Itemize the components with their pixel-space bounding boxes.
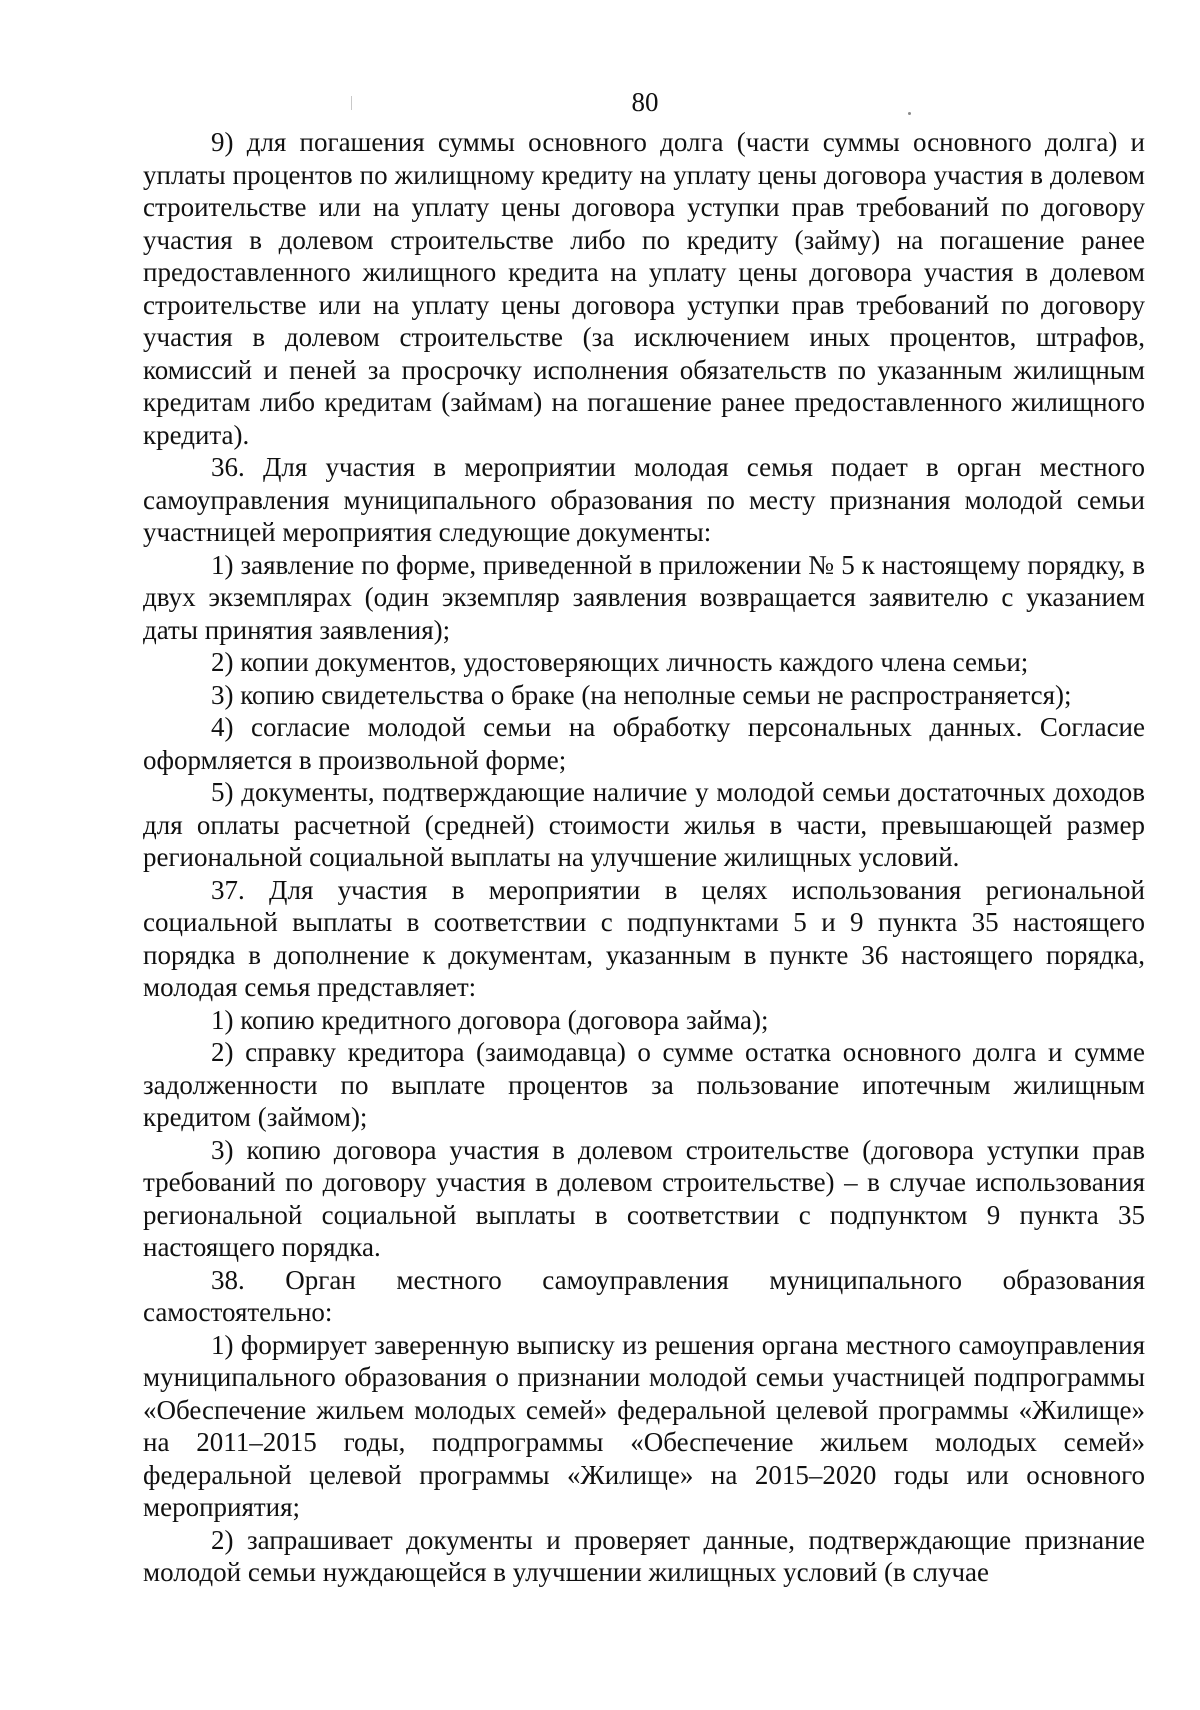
paragraph-35-item-9: 9) для погашения суммы основного долга (части суммы основного долга) и уплаты процентов по жилищному кредиту на уплату цены договора участия в долевом строительстве или на уплату цены договора уступки прав требований по договору участия в долевом строительстве либо по кредиту (займу) на погашение ранее предоставленного жилищного кредита на уплату цены договора участия в долевом строительстве или на уплату цены договора уступки прав требований по договору участия в долевом строительстве (за исключением иных процентов, штрафов, комиссий и пеней за просрочку исполнения обязательств по указанным жилищным кредитам либо кредитам (займам) на погашение ранее предоставленного жилищного кредита). — [143, 127, 1145, 450]
paragraph-38: 38. Орган местного самоуправления муниципального образования самостоятельно: — [143, 1264, 1145, 1327]
paragraph-37: 37. Для участия в мероприятии в целях использования региональной социальной выплаты в соответствии с подпунктами 5 и 9 пункта 35 настоящего порядка в дополнение к документам, указанным в пункте 36 настоящего порядка, молодая семья представляет: — [143, 874, 1145, 1002]
paragraph-36-item-4: 4) согласие молодой семьи на обработку персональных данных. Согласие оформляется в произвольной форме; — [143, 712, 1145, 775]
paragraph-36-item-5: 5) документы, подтверждающие наличие у молодой семьи достаточных доходов для оплаты расчетной (средней) стоимости жилья в части, превышающей размер региональной социальной выплаты на улучшение жилищных условий. — [143, 777, 1145, 872]
paragraph-36-item-2: 2) копии документов, удостоверяющих личность каждого члена семьи; — [211, 647, 1029, 677]
paragraph-36-item-3: 3) копию свидетельства о браке (на неполные семьи не распространяется); — [211, 679, 1072, 710]
paragraph-36-item-1: 1) заявление по форме, приведенной в приложении № 5 к настоящему порядку, в двух экземплярах (один экземпляр заявления возвращается заявителю с указанием даты принятия заявления); — [143, 549, 1145, 645]
document-body — [143, 126, 1145, 1589]
paragraph-37-item-1: 1) копию кредитного договора (договора займа); — [211, 1004, 769, 1035]
paragraph-38-item-2: 2) запрашивает документы и проверяет данные, подтверждающие признание молодой семьи нуждающейся в улучшении жилищных условий (в случае — [143, 1524, 1145, 1587]
paragraph-38-item-1: 1) формирует заверенную выписку из решения органа местного самоуправления муниципального образования о признании молодой семьи участницей подпрограммы «Обеспечение жильем молодых семей» федеральной целевой программы «Жилище» на 2011–2015 годы, подпрограммы «Обеспечение жильем молодых семей» федеральной целевой программы «Жилище» на 2015–2020 годы или основного мероприятия; — [143, 1329, 1145, 1522]
paragraph-36: 36. Для участия в мероприятии молодая семья подает в орган местного самоуправления муниципального образования по месту признания молодой семьи участницей мероприятия следующие документы: — [143, 452, 1145, 547]
page-number: 80 — [631, 87, 659, 117]
paragraph-37-item-3: 3) копию договора участия в долевом строительстве (договора уступки прав требований по договору участия в долевом строительстве) – в случае использования региональной социальной выплаты в соответствии с подпунктом 9 пункта 35 настоящего порядка. — [143, 1134, 1145, 1262]
paragraph-37-item-2: 2) справку кредитора (заимодавца) о сумме остатка основного долга и сумме задолженности по выплате процентов за пользование ипотечным жилищным кредитом (займом); — [143, 1037, 1145, 1132]
